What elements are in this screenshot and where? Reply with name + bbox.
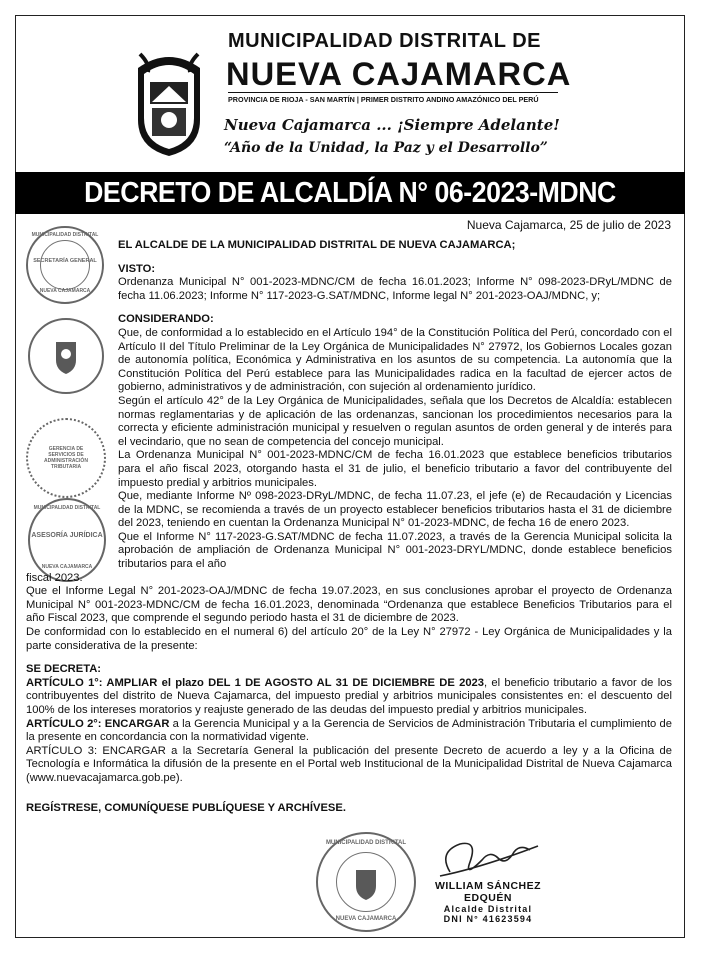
seal-text-top: MUNICIPALIDAD DISTRITAL [325, 840, 407, 846]
header-line-2: NUEVA CAJAMARCA [226, 56, 572, 92]
spacer [26, 653, 672, 663]
seal-text-middle: SECRETARÍA GENERAL [33, 258, 97, 264]
alcaldia-seal [316, 832, 416, 932]
considerando-p4: Que, mediante Informe Nº 098-2023-DRyL/MDNC, de fecha 11.07.23, el jefe (e) de Recaudación y Licencias de la MDNC, se recomienda a través de un proyecto establecer beneficios tributarios hasta el 31 de diciembre del 2023, teniendo en cuentan la Ordenanza Municipal N° 01-2023-MDNC, de fecha 16 de enero 2023. [118, 490, 672, 530]
spacer [26, 786, 672, 794]
seal-text-middle: GERENCIA DE SERVICIOS DE ADMINISTRACIÓN TRIBUTARIA [44, 446, 88, 470]
header-slogan-2: “Año de la Unidad, la Paz y el Desarrollo” [224, 140, 548, 156]
considerando-p5a: Que el Informe N° 117-2023-G.SAT/MDNC de fecha 11.07.2023, a través de la Gerencia Municipal solicita la aprobación de ampliación de Ordenanza Municipal N° 001-2023-DRYL/MDNC, donde establece beneficios tributarios para el año [118, 530, 672, 571]
article-2-text: a la Gerencia Municipal y a la Gerencia de Servicios de Administración Tributaria el cumplimiento de la presente en concordancia con la normatividad vigente. [26, 717, 672, 744]
article-1-text: , el beneficio tributario a favor de los contribuyentes del distrito de Nueva Cajamarca, del impuesto predial y arbitrios municipales consistentes en: el descuento del 100% de los intereses moratorios y reajuste generado de las deudas del impuesto predial y arbitrios municipales. [26, 676, 672, 716]
header-province: PROVINCIA DE RIOJA - SAN MARTÍN | PRIMER DISTRITO ANDINO AMAZÓNICO DEL PERÚ [228, 92, 558, 104]
municipal-coat-of-arms-logo [130, 50, 208, 158]
spacer [26, 303, 672, 313]
closing-formula: REGÍSTRESE, COMUNÍQUESE PUBLÍQUESE Y ARCHÍVESE. [26, 801, 346, 814]
considerando-p2: Según el artículo 42° de la Ley Orgánica de Municipalidades, señala que los Decretos de Alcaldía: establecen normas reglamentarias y de aplicación de las ordenanzas, sancionan los procedimientos necesarios para la correcta y eficiente administración municipal y resuelven o regulan asuntos de orden general y de interés para el vecindario, que no sean de competencia del concejo municipal. [118, 394, 672, 448]
article-2 [26, 718, 672, 745]
seal-text-top: MUNICIPALIDAD DISTRITAL [33, 505, 101, 511]
document-title-banner [15, 172, 685, 214]
signature-block [418, 880, 558, 924]
signatory-dni: DNI N° 41623594 [443, 914, 533, 924]
signatory-role: Alcalde Distrital [443, 904, 533, 914]
seal-text-bottom: NUEVA CAJAMARCA [335, 916, 397, 922]
document-title: DECRETO DE ALCALDÍA N° 06-2023-MDNC [84, 177, 616, 209]
article-1-label: ARTÍCULO 1°: AMPLIAR el plazo DEL 1 DE AGOSTO AL 31 DE DICIEMBRE DE 2023 [26, 676, 485, 689]
spacer [26, 794, 672, 802]
signatory-name: WILLIAM SÁNCHEZ EDQUÉN [434, 880, 542, 904]
visto-heading: VISTO: [118, 262, 156, 275]
header-line-1: MUNICIPALIDAD DISTRITAL DE [228, 30, 541, 52]
document-body [26, 239, 672, 815]
seal-text-bottom: NUEVA CAJAMARCA [39, 288, 91, 294]
article-3: ARTÍCULO 3: ENCARGAR a la Secretaría General la publicación del presente Decreto de acuerdo a ley y a la Oficina de Tecnología e Informática la difusión de la presente en el Portal web Institucional de la Municipalidad Distrital de Nueva Cajamarca (www.nuevacajamarca.gob.pe). [26, 744, 672, 784]
handwritten-signature [420, 832, 550, 884]
decreta-heading: SE DECRETA: [26, 663, 102, 676]
document-date: Nueva Cajamarca, 25 de julio de 2023 [466, 218, 671, 232]
seal-text-middle: ASESORÍA JURÍDICA [31, 532, 103, 539]
considerando-p5b: fiscal 2023. [26, 571, 83, 584]
considerando-p6: Que el Informe Legal N° 201-2023-OAJ/MDNC de fecha 19.07.2023, en sus conclusiones aprobar el proyecto de Ordenanza Municipal N° 001-2023-MDNC/CM de fecha 16.01.2023, denominada “Ordenanza que establece Beneficios Tributarios para el año Fiscal 2023, que comprende el segundo periodo hasta el 31 de diciembre de 2023. [26, 585, 672, 625]
considerando-p7: De conformidad con lo establecido en el numeral 6) del artículo 20° de la Ley N° 27972 - Ley Orgánica de Municipalidades y la parte considerativa de la presente: [26, 626, 672, 652]
header-slogan-1: Nueva Cajamarca ... ¡Siempre Adelante! [224, 116, 560, 134]
considerando-heading: CONSIDERANDO: [118, 313, 214, 326]
visto-text: Ordenanza Municipal N° 001-2023-MDNC/CM de fecha 16.01.2023; Informe N° 098-2023-DRyL/MDNC de fecha 11.06.2023; Informe N° 117-2023-G.SAT/MDNC, Informe legal N° 201-2023-OAJ/MDNC, y; [118, 276, 672, 302]
article-2-label: ARTÍCULO 2°: ENCARGAR [26, 717, 170, 730]
seal-text-top: MUNICIPALIDAD DISTRITAL [31, 232, 99, 238]
article-1 [26, 677, 672, 718]
considerando-p3: La Ordenanza Municipal N° 001-2023-MDNC/CM de fecha 16.01.2023 que establece beneficios tributarios para el año fiscal 2023, otorgando hasta el 31 de julio, el beneficio tributario a favor del contribuyente del impuesto predial y arbitrios municipales. [118, 449, 672, 489]
considerando-p1: Que, de conformidad a lo establecido en el Artículo 194° de la Constitución Política del Perú, concordado con el Artículo II del Título Preliminar de la Ley Orgánica de Municipalidades N° 27972, los Gobiernos Locales gozan de autonomía política, Económica y Administrativa en los asuntos de su competencia. La autonomía que la Constitución Política del Perú establece para las Municipalidades radica en la facultad de ejercer actos de gobierno, administrativos y de administración, con sujeción al ordenamiento jurídico. [118, 326, 672, 394]
seal-text-bottom: NUEVA CAJAMARCA [41, 564, 93, 570]
addressee: EL ALCALDE DE LA MUNICIPALIDAD DISTRITAL DE NUEVA CAJAMARCA; [118, 239, 516, 251]
spacer [26, 253, 672, 263]
